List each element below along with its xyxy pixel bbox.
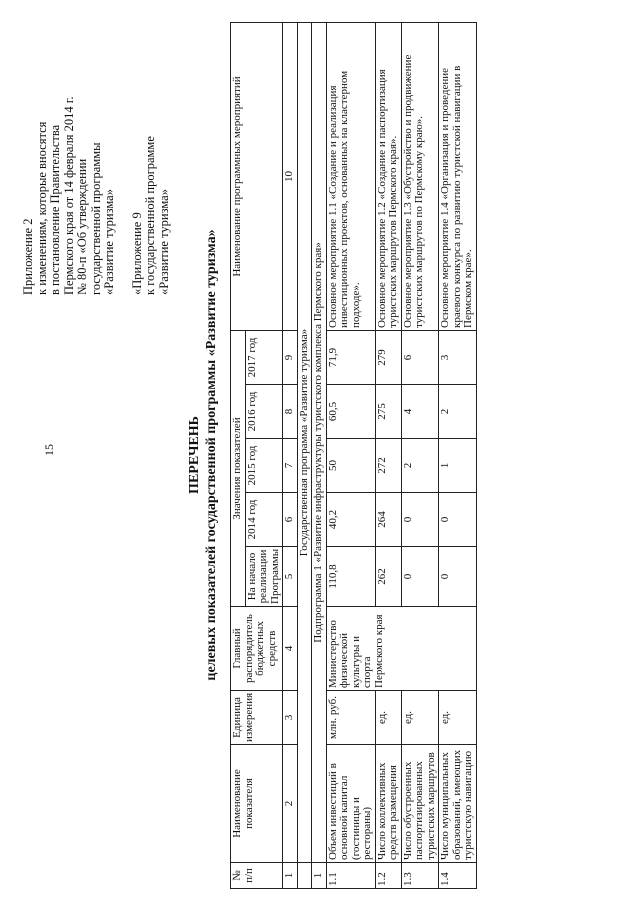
header-2014: 2014 год [245, 493, 283, 547]
row-2015: 1 [439, 439, 477, 493]
row-num: 1.4 [439, 863, 477, 889]
row-2014: 264 [375, 493, 401, 547]
column-number: 6 [283, 493, 298, 547]
document-title-block [186, 15, 220, 895]
row-unit: млн. руб. [326, 691, 375, 745]
indicators-table [230, 22, 477, 889]
subprogram-num: 1 [312, 863, 327, 889]
row-events: Основное мероприятие 1.2 «Создание и паспортизация туристских маршрутов Пермского края». [375, 23, 401, 331]
column-number: 3 [283, 691, 298, 745]
header-2017: 2017 год [245, 331, 283, 385]
header-manager: Главный распорядитель бюджетных средств [231, 607, 283, 691]
row-events: Основное мероприятие 1.4 «Организация и проведение краевого конкурса по развитию туристской навигации в Пермском крае». [439, 23, 477, 331]
column-number: 10 [283, 23, 298, 331]
row-num: 1.2 [375, 863, 401, 889]
state-program-num [297, 863, 312, 889]
row-name: Число муниципальных образований, имеющих туристскую навигацию [439, 745, 477, 863]
header-num: № п/п [231, 863, 283, 889]
table-header-row [231, 23, 246, 889]
row-manager: Министерство физической культуры и спорта Пермского края [326, 607, 476, 691]
row-2014: 0 [439, 493, 477, 547]
row-start: 0 [401, 547, 439, 607]
row-unit: ед. [401, 691, 439, 745]
appendix-line: «Развитие туризма» [102, 189, 116, 295]
table-row [401, 23, 439, 889]
state-program-row [297, 23, 312, 889]
row-num: 1.1 [326, 863, 375, 889]
appendix-line: № 80-п «Об утверждении [75, 158, 89, 295]
row-2016: 275 [375, 385, 401, 439]
header-name: Наименование показателя [231, 745, 283, 863]
column-number: 1 [283, 863, 298, 889]
row-name: Число обустроенных паспортизированных туристских маршрутов [401, 745, 439, 863]
row-unit: ед. [439, 691, 477, 745]
row-2017: 3 [439, 331, 477, 385]
row-events: Основное мероприятие 1.1 «Создание и реализация инвестиционных проектов, основанных на кластерном подходе». [326, 23, 375, 331]
table-row [439, 23, 477, 889]
appendix-line: в постановление Правительства [48, 124, 62, 295]
appendix-line: Приложение 2 [21, 218, 35, 295]
row-2016: 60,5 [326, 385, 375, 439]
row-2015: 2 [401, 439, 439, 493]
appendix-line: «Приложение 9 [129, 212, 144, 295]
header-2015: 2015 год [245, 439, 283, 493]
column-number: 4 [283, 607, 298, 691]
row-name: Объем инвестиций в основной капитал (гостиницы и рестораны) [326, 745, 375, 863]
subprogram-title: Подпрограмма 1 «Развитие инфраструктуры туристского комплекса Пермского края» [312, 23, 327, 863]
header-unit: Единица измерения [231, 691, 283, 745]
row-2014: 40,2 [326, 493, 375, 547]
row-2015: 50 [326, 439, 375, 493]
row-start: 110,8 [326, 547, 375, 607]
appendix-line: к изменениям, которые вносятся [34, 121, 49, 295]
header-start: На начало реализации Программы [245, 547, 283, 607]
row-start: 262 [375, 547, 401, 607]
row-2016: 4 [401, 385, 439, 439]
column-number: 8 [283, 385, 298, 439]
row-num: 1.3 [401, 863, 439, 889]
row-unit: ед. [375, 691, 401, 745]
appendix-line: «Развитие туризма» [156, 189, 171, 295]
state-program-title: Государственная программа «Развитие туризма» [297, 23, 312, 863]
subprogram-row [312, 23, 327, 889]
table-row [375, 23, 401, 889]
row-2017: 71,9 [326, 331, 375, 385]
table-row [326, 23, 375, 889]
page-number: 15 [42, 444, 56, 456]
document-title: ПЕРЕЧЕНЬ [187, 416, 202, 494]
header-events: Наименование программных мероприятий [231, 23, 283, 331]
header-2016: 2016 год [245, 385, 283, 439]
appendix-line: Пермского края от 14 февраля 2014 г. [61, 96, 76, 295]
column-number: 7 [283, 439, 298, 493]
row-events: Основное мероприятие 1.3 «Обустройство и продвижение туристских маршрутов по Пермскому краю». [401, 23, 439, 331]
appendix-line: государственной программы [88, 142, 103, 295]
rotated-page-content [10, 15, 610, 895]
document-subtitle: целевых показателей государственной программы «Развитие туризма» [204, 229, 219, 681]
column-number: 5 [283, 547, 298, 607]
column-number: 9 [283, 331, 298, 385]
row-2017: 279 [375, 331, 401, 385]
row-2016: 2 [439, 385, 477, 439]
appendix-note [22, 25, 171, 295]
row-start: 0 [439, 547, 477, 607]
header-values-group: Значения показателей [231, 331, 246, 607]
row-2015: 272 [375, 439, 401, 493]
row-name: Число коллективных средств размещения [375, 745, 401, 863]
column-number-row [283, 23, 298, 889]
row-2017: 6 [401, 331, 439, 385]
row-2014: 0 [401, 493, 439, 547]
column-number: 2 [283, 745, 298, 863]
appendix-line: к государственной программе [143, 136, 157, 295]
